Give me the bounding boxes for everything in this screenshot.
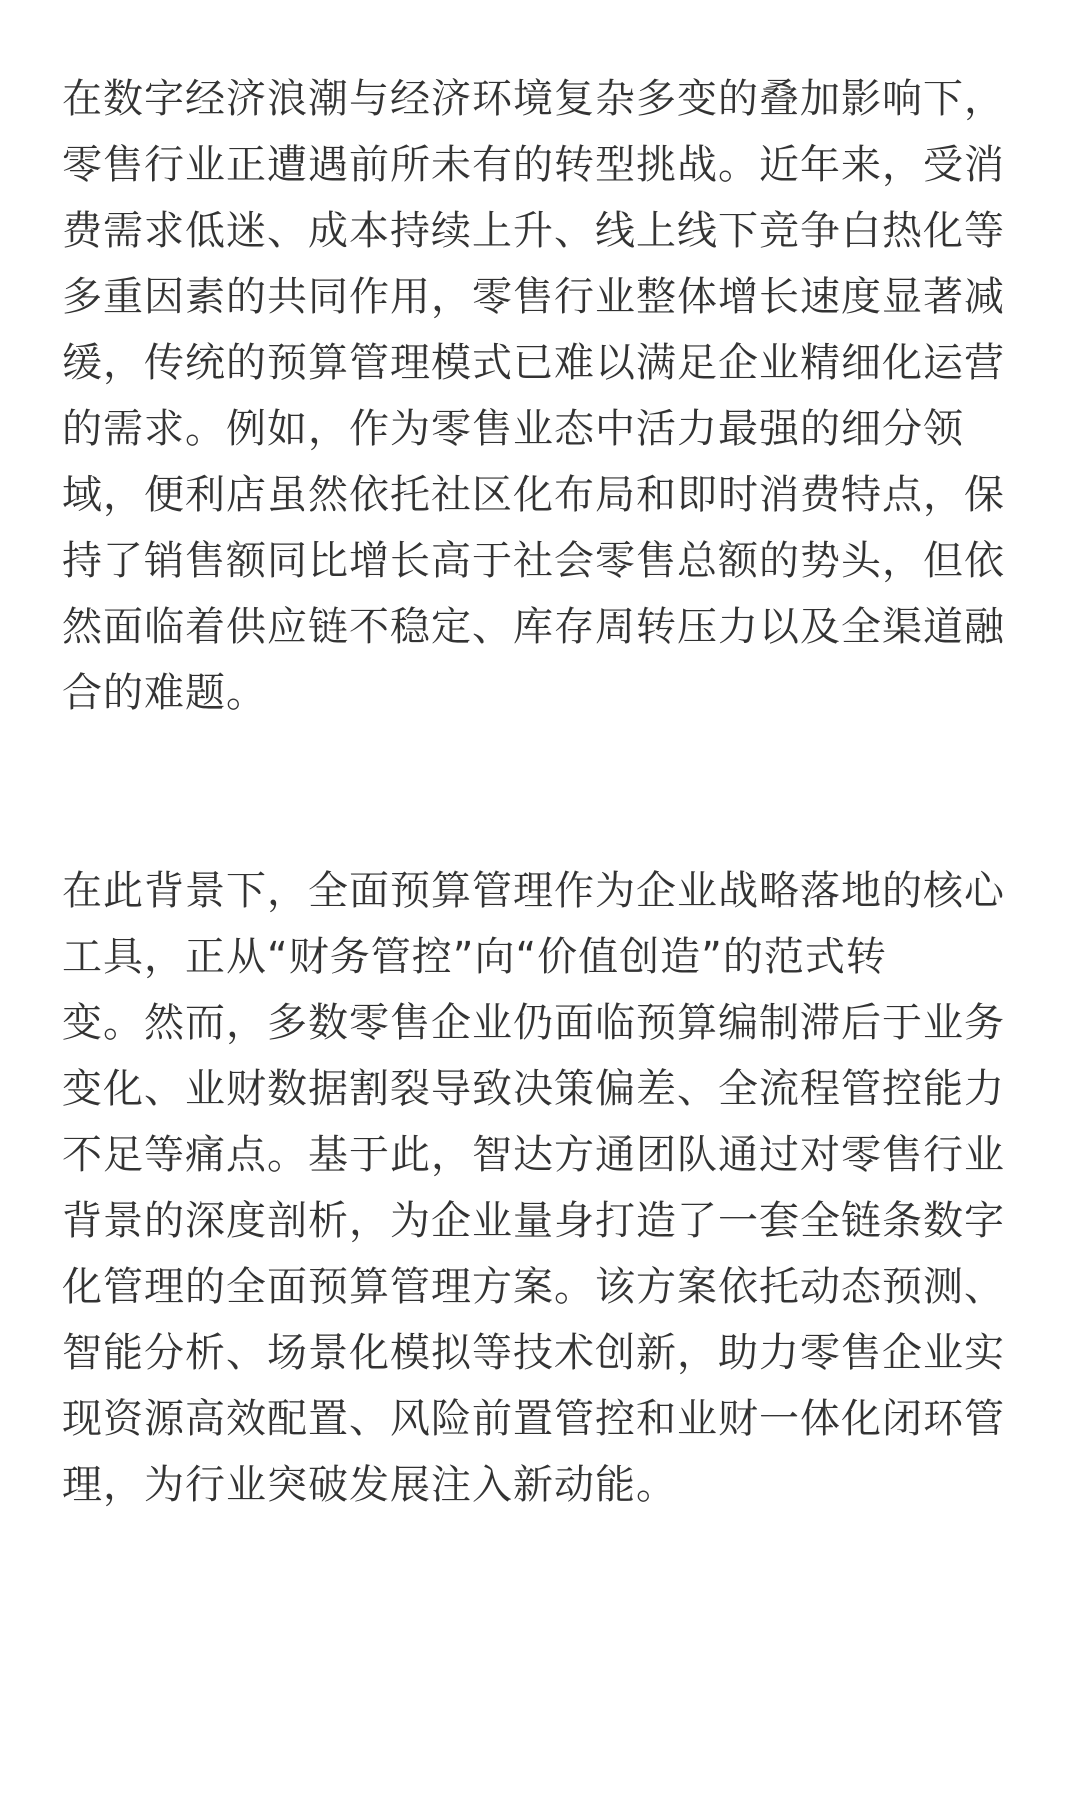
paragraph-line: 变。然而，多数零售企业仍面临预算编制滞后于业务 xyxy=(62,1000,1005,1046)
paragraph-line: 在数字经济浪潮与经济环境复杂多变的叠加影响下， xyxy=(62,76,1005,122)
paragraph-line: 合的难题。 xyxy=(62,670,267,716)
paragraph-line: 域，便利店虽然依托社区化布局和即时消费特点，保 xyxy=(62,472,1005,518)
paragraph-spacer xyxy=(62,726,1012,858)
paragraph-line: 然面临着供应链不稳定、库存周转压力以及全渠道融 xyxy=(62,604,1005,650)
paragraph-line: 不足等痛点。基于此，智达方通团队通过对零售行业 xyxy=(62,1132,1005,1178)
paragraph-line: 缓，传统的预算管理模式已难以满足企业精细化运营 xyxy=(62,340,1005,386)
paragraph-line: 现资源高效配置、风险前置管控和业财一体化闭环管 xyxy=(62,1396,1005,1442)
paragraph-line: 在此背景下，全面预算管理作为企业战略落地的核心 xyxy=(62,868,1005,914)
paragraph-line: 费需求低迷、成本持续上升、线上线下竞争白热化等 xyxy=(62,208,1005,254)
paragraph-line: 零售行业正遭遇前所未有的转型挑战。近年来，受消 xyxy=(62,142,1005,188)
article-body xyxy=(62,66,1012,1518)
paragraph-1 xyxy=(62,66,1012,726)
paragraph-line: 持了销售额同比增长高于社会零售总额的势头，但依 xyxy=(62,538,1005,584)
paragraph-line: 的需求。例如，作为零售业态中活力最强的细分领 xyxy=(62,406,964,452)
paragraph-line: 背景的深度剖析，为企业量身打造了一套全链条数字 xyxy=(62,1198,1005,1244)
paragraph-line: 工具，正从“财务管控”向“价值创造”的范式转 xyxy=(62,934,887,980)
paragraph-line: 智能分析、场景化模拟等技术创新，助力零售企业实 xyxy=(62,1330,1005,1376)
paragraph-line: 多重因素的共同作用，零售行业整体增长速度显著减 xyxy=(62,274,1005,320)
paragraph-line: 变化、业财数据割裂导致决策偏差、全流程管控能力 xyxy=(62,1066,1005,1112)
paragraph-line: 化管理的全面预算管理方案。该方案依托动态预测、 xyxy=(62,1264,1005,1310)
paragraph-2 xyxy=(62,858,1012,1518)
paragraph-line: 理，为行业突破发展注入新动能。 xyxy=(62,1462,677,1508)
